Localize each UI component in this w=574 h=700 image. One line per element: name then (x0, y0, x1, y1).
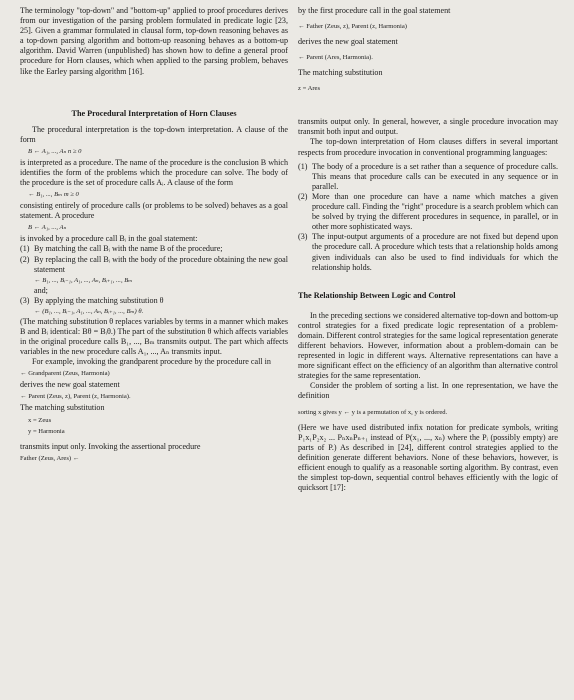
section-title-logic-control: The Relationship Between Logic and Control (298, 290, 456, 300)
list-text: By applying the matching substitution θ (34, 295, 164, 305)
intro-paragraph: The terminology "top-down" and "bottom-up" applied to proof procedures derives from our investigation of the parsing problem formulated in predicate logic [23, 25]. Given a grammar formulated in clausal form, top-down reasoning behaves as a top-down parsing algorithm and bottom-up reasoning behaves as a bottom-up algorithm. David Warren (unpublished) has shown how to define a general proof procedure for Horn clauses, which when applied to the parsing problem, behaves like the Earley parsing algorithm [16]. (20, 6, 288, 76)
list-text: The input-output arguments of a procedure are not fixed but depend upon the procedure call. A procedure which tests that a relationship holds among given individuals can also be used to find individuals for which the relationship holds. (312, 232, 558, 272)
list-number: (1) (20, 244, 30, 254)
formula: B ← A₁, ..., Aₙ n ≥ 0 (28, 147, 82, 155)
paragraph: (Here we have used distributed infix notation for predicate symbols, writing P₁x₁P₂x₂ ... PₙxₙPₙ₊₁ instead of P(x₁, ..., xₙ) where the Pᵢ (possibly empty) are parts of P.) As described in [24], different control strategies applied to the definition generate different behaviors. None of these behaviors, however, is efficient enough to qualify as a reasonable sorting algorithm. By contrast, even the simplest top-down, sequential control behaves efficiently with the logic of quicksort [17]: (298, 422, 558, 493)
formula: sorting x gives y ← y is a permutation of x, y is ordered. (298, 408, 448, 416)
formula: ← Parent (Ares, Harmonia). (298, 54, 373, 62)
list-item (298, 232, 558, 272)
list-item (20, 255, 288, 275)
formula: ← Father (Zeus, z), Parent (z, Harmonia) (298, 23, 407, 31)
formula: x = Zeus (28, 416, 52, 424)
right-column (298, 6, 558, 493)
formula: Father (Zeus, Ares) ← (20, 454, 80, 462)
list-number: (3) (20, 295, 30, 305)
paragraph: The top-down interpretation of Horn clauses differs in several important respects from procedure invocation in conventional programming languages: (298, 137, 558, 157)
list-item (20, 296, 288, 306)
list-number: (1) (298, 161, 308, 171)
paragraph: For example, invoking the grandparent procedure by the procedure call in (32, 357, 271, 367)
list-number: (2) (298, 191, 308, 201)
formula: ← Grandparent (Zeus, Harmonia) (20, 370, 110, 378)
paragraph: transmits output only. In general, however, a single procedure invocation may transmit both input and output. (298, 117, 558, 137)
list-text: By replacing the call Bᵢ with the body of the procedure obtaining the new goal statement (34, 254, 288, 274)
paragraph: is interpreted as a procedure. The name of the procedure is the conclusion B which identifies the form of the problems which the procedure can solve. The body of the procedure is the set of procedure calls Aᵢ. A clause of the form (20, 157, 288, 188)
paragraph: by the first procedure call in the goal statement (298, 6, 451, 15)
formula: ← B₁, ..., Bᵢ₋₁, A₁, ..., Aₙ, Bᵢ₊₁, ..., Bₘ (34, 276, 133, 284)
paragraph: (The matching substitution θ replaces variables by terms in a manner which makes B and Bᵢ identical: Bθ = Bᵢθ.) The part of the substitution θ which affects variables in the original procedure calls B₁, ..., Bₘ transmits output. The part which affects variables in the new procedure calls A₁, ..., Aₙ transmits input. (20, 316, 288, 357)
list-text: By matching the call Bᵢ with the name B of the procedure; (34, 244, 223, 254)
list-text: and; (34, 285, 48, 295)
list-item (298, 192, 558, 232)
paragraph: In the preceding sections we considered alternative top-down and bottom-up control strategies for a fixed predicate logic representation of a problem-domain. Different control strategies for the same logical representation generate different behaviors. However, information about a problem-domain can be represented in logic in different ways. Alternative representations can have a more significant effect on the efficiency of an algorithm than alternative control strategies for the same representation. (298, 310, 558, 381)
formula: ← Parent (Zeus, z), Parent (z, Harmonia). (20, 393, 131, 401)
left-column (20, 6, 288, 465)
section-title-procedural: The Procedural Interpretation of Horn Clauses (71, 108, 237, 118)
paragraph: is invoked by a procedure call Bᵢ in the goal statement: (20, 234, 198, 244)
formula: ← (B₁, ..., Bᵢ₋₁, A₁, ..., Aₙ, Bᵢ₊₁, ..., Bₘ) θ. (34, 307, 144, 315)
formula: z = Ares (298, 85, 321, 93)
paragraph: transmits input only. Invoking the assertional procedure (20, 441, 201, 451)
paragraph: derives the new goal statement (20, 380, 120, 390)
paragraph: consisting entirely of procedure calls (or problems to be solved) behaves as a goal statement. A procedure (20, 201, 288, 221)
formula: B ← A₁, ..., Aₙ (28, 224, 67, 232)
list-item (20, 244, 288, 254)
paragraph: derives the new goal statement (298, 37, 398, 47)
list-item (298, 162, 558, 192)
formula: y = Harmonia (28, 427, 65, 435)
formula: ← B₁, ..., Bₘ m ≥ 0 (28, 191, 79, 199)
list-number: (2) (20, 254, 30, 264)
paragraph: Consider the problem of sorting a list. In one representation, we have the definition (298, 381, 558, 401)
list-text: The body of a procedure is a set rather than a sequence of procedure calls. This means that procedure calls can be executed in any sequence or in parallel. (312, 161, 558, 191)
paragraph: The matching substitution (298, 68, 383, 78)
list-number: (3) (298, 232, 308, 242)
paragraph: The procedural interpretation is the top-down interpretation. A clause of the form (20, 124, 288, 144)
list-text: More than one procedure can have a name which matches a given procedure call. Finding the "right" procedure is a search problem which can be solved by trying the different procedures in sequence, in parallel, or in other more sophisticated ways. (312, 191, 558, 232)
paragraph: The matching substitution (20, 403, 105, 413)
